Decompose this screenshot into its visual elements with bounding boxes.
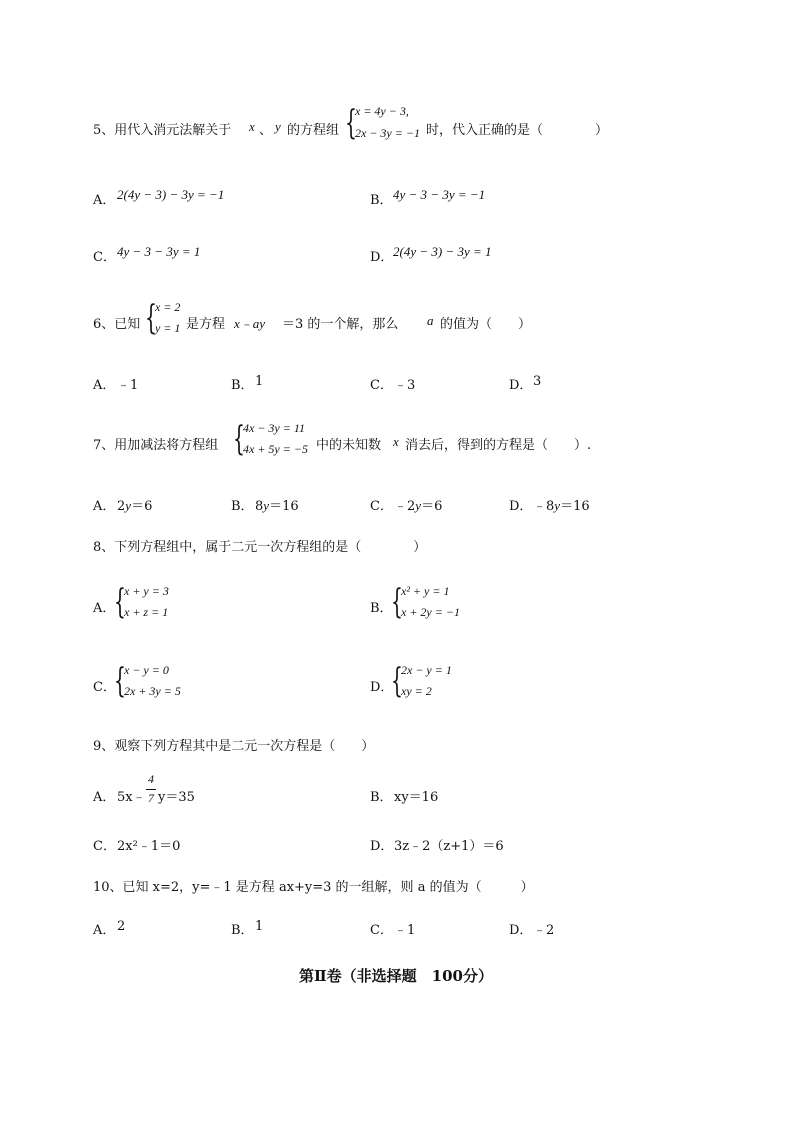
q7-option-d-var: y [554, 498, 561, 513]
q9-option-d-label: D． [370, 839, 394, 854]
q10-option-c: ﹣1 [394, 923, 416, 938]
q8-b-line-2: x + 2y = −1 [401, 605, 460, 619]
brace-icon: { [233, 419, 245, 459]
q8-stem: 8、下列方程组中，属于二元一次方程组的是（ ） [93, 540, 427, 555]
q10-option-b-label: B． [231, 923, 254, 938]
q5-option-d-label: D． [370, 250, 394, 265]
q10-option-a: 2 [117, 919, 126, 934]
q7-option-b-label: B． [231, 499, 254, 514]
brace-icon: { [114, 582, 126, 622]
q7-stem-suffix: 消去后，得到的方程是（ ）. [405, 438, 592, 453]
section-title: 第Ⅱ卷（非选择题 100分） [299, 967, 493, 985]
q6-option-b: 1 [255, 374, 264, 389]
q9-option-c: 2x²﹣1＝0 [117, 839, 181, 854]
q9-option-a-suffix: y＝35 [158, 790, 195, 805]
q8-option-d-label: D． [370, 680, 394, 695]
brace-icon: { [391, 582, 403, 622]
q6-option-b-label: B． [231, 378, 254, 393]
q5-stem-middle: 的方程组 [287, 123, 340, 138]
q5-var-x: x [249, 119, 255, 134]
q7-option-b-rest: ＝16 [269, 499, 299, 514]
q9-option-b: xy＝16 [394, 790, 439, 805]
q9-stem: 9、观察下列方程其中是二元一次方程是（ ） [93, 739, 375, 754]
q8-c-line-2: 2x + 3y = 5 [124, 684, 181, 698]
q7-option-c-label: C． [370, 499, 393, 514]
q8-d-line-1: 2x − y = 1 [401, 663, 452, 677]
q5-option-b-label: B． [370, 193, 393, 208]
q8-d-line-2: xy = 2 [401, 684, 432, 698]
brace-icon: { [345, 103, 357, 143]
q7-option-d [533, 495, 590, 514]
q9-option-b-label: B． [370, 790, 393, 805]
q6-equation: x﹣ay [234, 316, 266, 331]
q7-option-a-rest: ＝6 [131, 499, 153, 514]
q6-option-d-label: D． [509, 378, 533, 393]
q6-option-a: ﹣1 [117, 378, 139, 393]
q8-b-line-1: x² + y = 1 [401, 584, 450, 598]
q6-stem-prefix: 6、已知 [93, 317, 141, 332]
q7-option-a-coef: 2 [117, 499, 126, 514]
q6-sys-line-1: x = 2 [155, 300, 181, 314]
q7-option-c-coef: ﹣2 [394, 499, 416, 514]
q10-option-a-label: A． [93, 923, 116, 938]
q8-a-line-1: x + y = 3 [124, 584, 169, 598]
q5-sys-line-1: x = 4y − 3, [355, 104, 409, 118]
q5-option-a: 2(4y − 3) − 3y = −1 [117, 187, 225, 202]
q8-c-line-1: x − y = 0 [124, 663, 169, 677]
brace-icon: { [391, 661, 403, 701]
q6-option-c: ﹣3 [394, 378, 416, 393]
q10-stem: 10、已知 x=2，y=﹣1 是方程 ax+y=3 的一组解，则 a 的值为（ ） [93, 880, 534, 895]
q7-var-x: x [393, 434, 399, 449]
q5-separator: 、 [259, 123, 273, 138]
q8-option-a-label: A． [93, 601, 116, 616]
q7-option-a-var: y [125, 498, 132, 513]
q7-sys-line-1: 4x − 3y = 11 [243, 421, 305, 435]
q7-sys-line-2: 4x + 5y = −5 [243, 442, 308, 456]
q7-option-c-rest: ＝6 [421, 499, 443, 514]
q5-stem-prefix: 5、用代入消元法解关于 [93, 123, 232, 138]
q9-fraction-denominator: 7 [148, 791, 154, 805]
q7-option-b-coef: 8 [255, 499, 264, 514]
q8-a-line-2: x + z = 1 [124, 605, 169, 619]
q9-option-d: 3z﹣2（z+1）＝6 [394, 839, 504, 854]
q10-option-b: 1 [255, 919, 264, 934]
q6-sys-line-2: y = 1 [155, 321, 181, 335]
q7-stem-text: 中的未知数 [316, 438, 382, 453]
q8-option-c-label: C． [93, 680, 116, 695]
q6-option-c-label: C． [370, 378, 393, 393]
q7-option-c-var: y [415, 498, 422, 513]
q7-option-b-var: y [263, 498, 270, 513]
brace-icon: { [114, 661, 126, 701]
q7-option-c [394, 495, 442, 514]
q6-var-a: a [427, 313, 434, 328]
q10-option-c-label: C． [370, 923, 393, 938]
q7-option-a-label: A． [93, 499, 116, 514]
q5-option-c: 4y − 3 − 3y = 1 [117, 244, 201, 259]
q9-option-a-prefix: 5x﹣ [117, 790, 146, 805]
q8-option-b-label: B． [370, 601, 393, 616]
q9-option-c-label: C． [93, 839, 116, 854]
q7-option-a [117, 495, 152, 514]
q6-stem-text-2: ＝3 的一个解，那么 [282, 317, 399, 332]
q5-option-a-label: A． [93, 193, 116, 208]
q6-option-a-label: A． [93, 378, 116, 393]
q5-option-d: 2(4y − 3) − 3y = 1 [393, 244, 492, 259]
q7-option-d-rest: ＝16 [560, 499, 590, 514]
fraction-bar [146, 789, 156, 790]
q10-option-d-label: D． [509, 923, 533, 938]
q5-stem-suffix: 时，代入正确的是（ ） [426, 123, 609, 138]
q5-option-c-label: C． [93, 250, 116, 265]
q5-sys-line-2: 2x − 3y = −1 [355, 126, 420, 140]
q7-option-d-label: D． [509, 499, 533, 514]
q5-var-y: y [275, 119, 281, 134]
q6-stem-suffix: 的值为（ ） [440, 317, 532, 332]
q10-option-d: ﹣2 [533, 923, 555, 938]
brace-icon: { [145, 298, 157, 338]
q7-option-d-coef: ﹣8 [533, 499, 555, 514]
q7-stem-prefix: 7、用加减法将方程组 [93, 438, 219, 453]
q6-option-d: 3 [533, 374, 542, 389]
q6-stem-text: 是方程 [186, 317, 226, 332]
q9-fraction-numerator: 4 [148, 772, 154, 786]
q7-option-b [255, 495, 299, 514]
q9-option-a-label: A． [93, 790, 116, 805]
q5-option-b: 4y − 3 − 3y = −1 [393, 187, 486, 202]
